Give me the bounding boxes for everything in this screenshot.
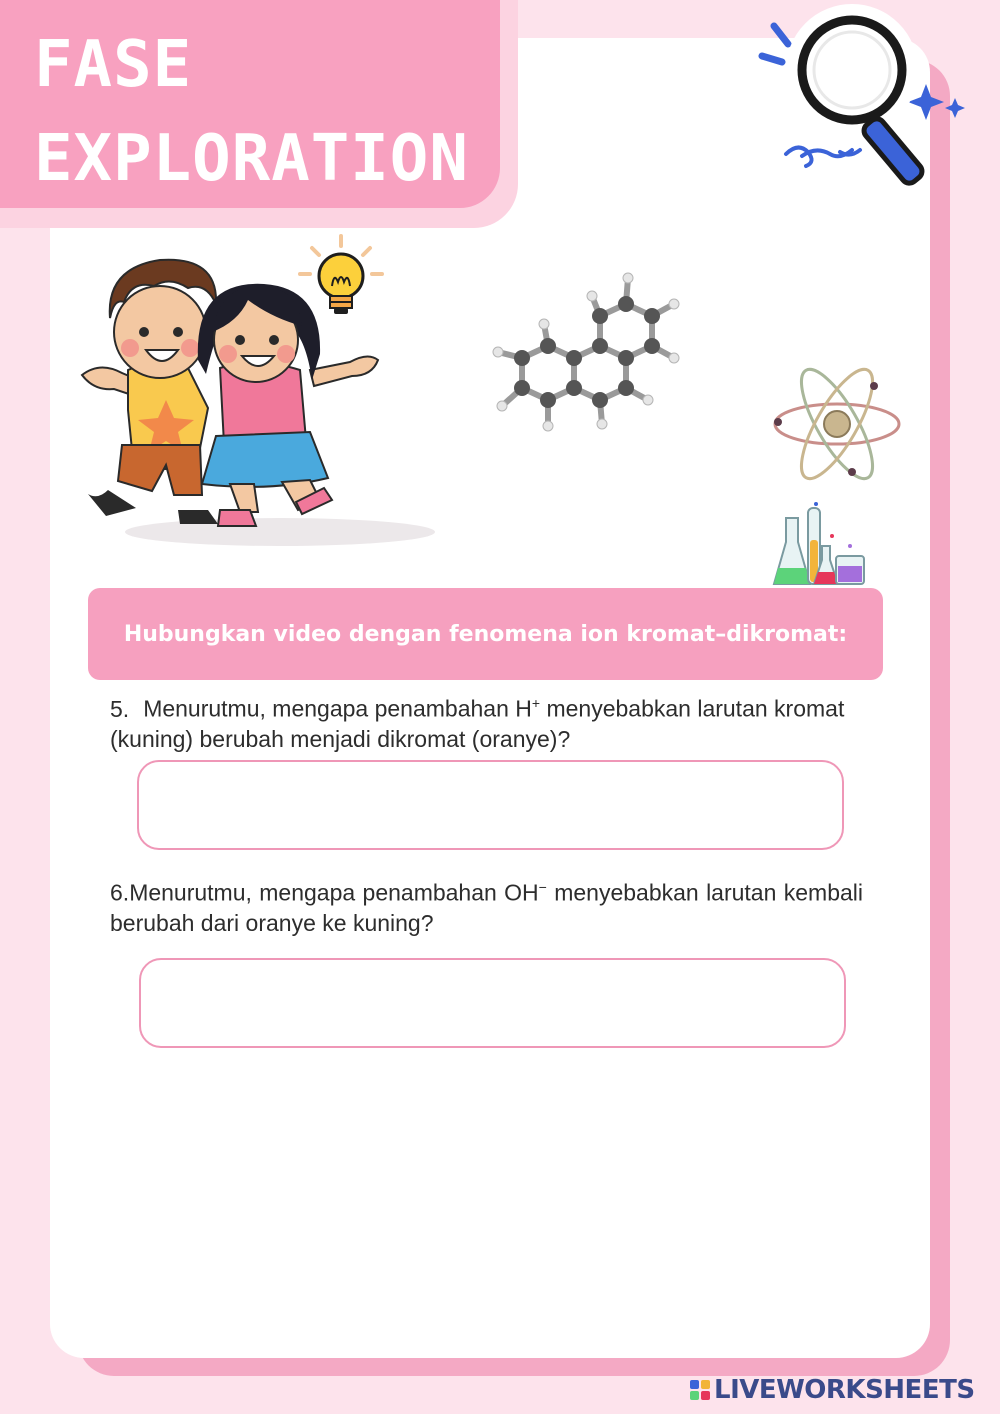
molecule-illustration — [488, 266, 688, 438]
question-6-superscript: − — [538, 879, 547, 895]
question-6-text-before: Menurutmu, mengapa penambahan OH — [129, 879, 539, 906]
question-6 — [110, 872, 863, 938]
lab-flasks-icon — [770, 500, 870, 590]
instruction-banner — [88, 588, 883, 680]
question-6-number: 6. — [110, 879, 130, 906]
title-line-2: EXPLORATION — [34, 122, 469, 196]
question-6-text-after: menyebabkan larutan kembali berubah dari oranye ke kuning? — [110, 879, 863, 936]
answer-field-5[interactable] — [137, 760, 844, 850]
liveworksheets-logo-icon — [690, 1380, 710, 1400]
question-5-superscript: + — [531, 695, 541, 711]
lightbulb-icon — [296, 232, 386, 332]
banner-text: Hubungkan video dengan fenomena ion kromat–dikromat: — [123, 621, 848, 647]
atom-icon — [770, 362, 904, 488]
page-title — [34, 18, 469, 206]
kids-illustration — [70, 240, 450, 555]
magnifying-glass-icon — [752, 4, 972, 204]
question-5-text-before: Menurutmu, mengapa penambahan H — [143, 695, 532, 722]
answer-field-6[interactable] — [139, 958, 846, 1048]
question-5-number: 5. — [110, 695, 130, 722]
title-line-1: FASE — [34, 28, 193, 102]
footer-brand-text: LIVEWORKSHEETS — [714, 1375, 975, 1405]
question-5 — [110, 688, 890, 754]
footer-brand[interactable] — [690, 1372, 990, 1408]
question-5-text-after: menyebabkan larutan kromat (kuning) berubah menjadi dikromat (oranye)? — [110, 695, 845, 752]
